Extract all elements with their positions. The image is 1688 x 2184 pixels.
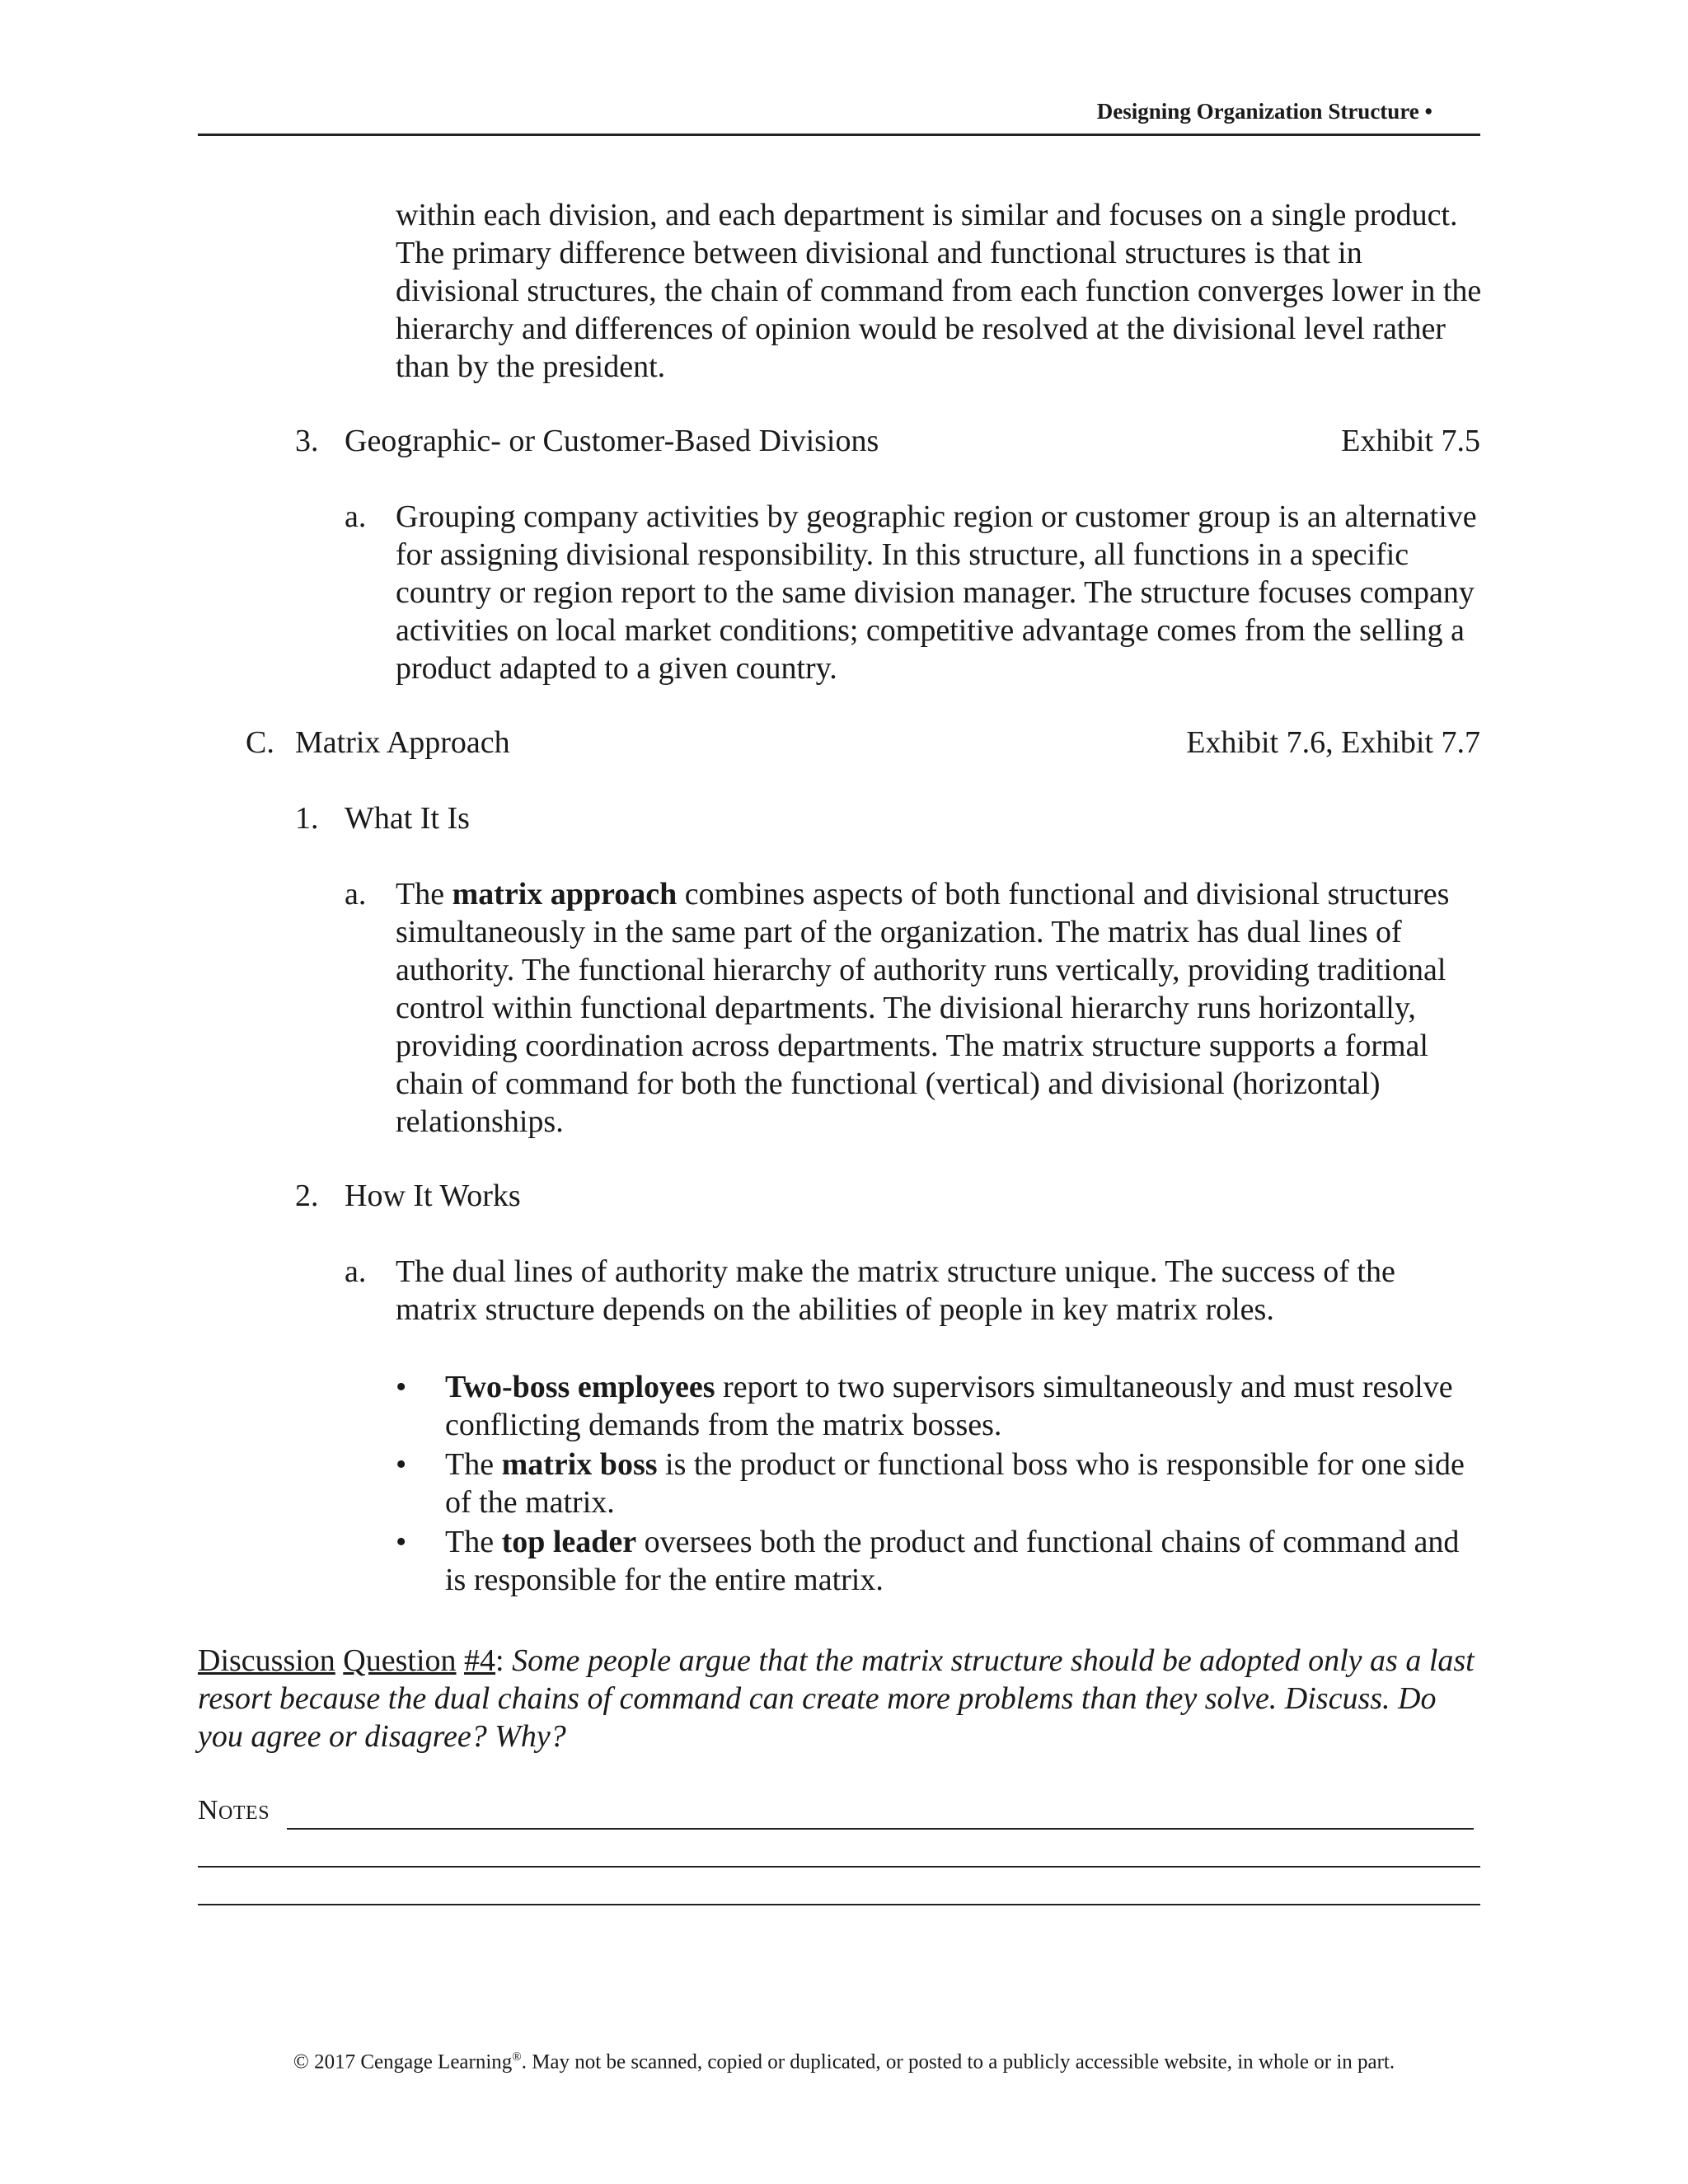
header-rule xyxy=(198,134,1480,136)
bullet-text: oversees both the product and functional chains of command and is responsible for the entire matrix. xyxy=(445,1525,1460,1597)
matrix-roles-list xyxy=(396,1368,1484,1601)
list-item xyxy=(396,1368,1484,1444)
bullet-icon: • xyxy=(396,1447,407,1482)
sub1-item-a-text xyxy=(396,875,1484,1141)
sub2-title: How It Works xyxy=(345,1179,521,1213)
bullet-icon: • xyxy=(396,1525,407,1559)
notes-line-2 xyxy=(198,1866,1480,1868)
notes-line-3 xyxy=(198,1904,1480,1905)
section-3-number: 3. xyxy=(295,424,319,458)
section-3-item-a-text: Grouping company activities by geographic region or customer group is an alternative for assigning divisional responsibility. In this structure, all functions in a specific country or region report to the same division manager. The structure focuses company activities on local market conditions; competitive advantage comes from the selling a product adapted to a given country. xyxy=(396,499,1477,686)
list-item xyxy=(396,1523,1484,1599)
sub1-item-a-body: combines aspects of both functional and divisional structures simultaneously in the same part of the organization. The matrix has dual lines of authority. The functional hierarchy of authority runs vertically, providing traditional control within functional departments. The divisional hierarchy runs horizontally, providing coordination across departments. The matrix structure supports a formal chain of command for both the functional (vertical) and divisional (horizontal) relationships. xyxy=(396,877,1450,1139)
footer-prefix: © 2017 Cengage Learning xyxy=(293,2050,513,2074)
sub1-number: 1. xyxy=(295,801,319,836)
section-c-title: Matrix Approach xyxy=(295,725,510,760)
section-3-exhibit: Exhibit 7.5 xyxy=(1341,424,1480,458)
question-text: Some people argue that the matrix structure should be adopted only as a last resort because the dual chains of command can create more problems than they solve. Discuss. Do you agree or disagree? Why? xyxy=(198,1643,1475,1754)
sub1-item-a-lead: The xyxy=(396,877,452,912)
discussion-question xyxy=(198,1642,1484,1755)
question-number: #4 xyxy=(464,1643,496,1678)
bullet-term: matrix boss xyxy=(501,1447,658,1482)
sub1-item-a-marker: a. xyxy=(345,877,367,912)
list-item xyxy=(396,1446,1484,1521)
registered-mark: ® xyxy=(512,2050,522,2064)
bullet-term: Two-boss employees xyxy=(445,1370,715,1404)
section-c-exhibit: Exhibit 7.6, Exhibit 7.7 xyxy=(1186,725,1480,760)
sub2-item-a-text: The dual lines of authority make the matrix structure unique. The success of the matrix structure depends on the abilities of people in key matrix roles. xyxy=(396,1254,1395,1327)
matrix-approach-term: matrix approach xyxy=(452,877,678,912)
bullet-text: is the product or functional boss who is responsible for one side of the matrix. xyxy=(445,1447,1465,1520)
bullet-text: report to two supervisors simultaneously and must resolve conflicting demands from the matrix bosses. xyxy=(445,1370,1453,1442)
notes-section xyxy=(198,1795,270,1826)
section-3-title: Geographic- or Customer-Based Divisions xyxy=(345,424,879,458)
question-label: Question xyxy=(343,1643,457,1678)
bullet-icon: • xyxy=(396,1370,407,1404)
section-c-letter: C. xyxy=(246,725,274,760)
notes-line-1 xyxy=(287,1828,1474,1830)
notes-label: Notes xyxy=(198,1795,270,1825)
question-colon: : xyxy=(495,1643,504,1678)
discussion-label: Discussion xyxy=(198,1643,335,1678)
sub2-number: 2. xyxy=(295,1179,319,1213)
footer-suffix: . May not be scanned, copied or duplicated, or posted to a publicly accessible website, in whole or in part. xyxy=(521,2050,1395,2074)
sub1-title: What It Is xyxy=(345,801,470,836)
running-header: Designing Organization Structure • xyxy=(1096,99,1432,124)
intro-paragraph: within each division, and each department is similar and focuses on a single product. The primary difference between divisional and functional structures is that in divisional structures, the chain of command from each function converges lower in the hierarchy and differences of opinion would be resolved at the divisional level rather than by the president. xyxy=(396,198,1482,384)
copyright-footer xyxy=(0,2050,1688,2074)
bullet-lead: The xyxy=(445,1447,502,1482)
bullet-term: top leader xyxy=(501,1525,637,1559)
sub2-item-a-marker: a. xyxy=(345,1254,367,1289)
section-3-item-a-marker: a. xyxy=(345,499,367,534)
bullet-lead: The xyxy=(445,1525,502,1559)
